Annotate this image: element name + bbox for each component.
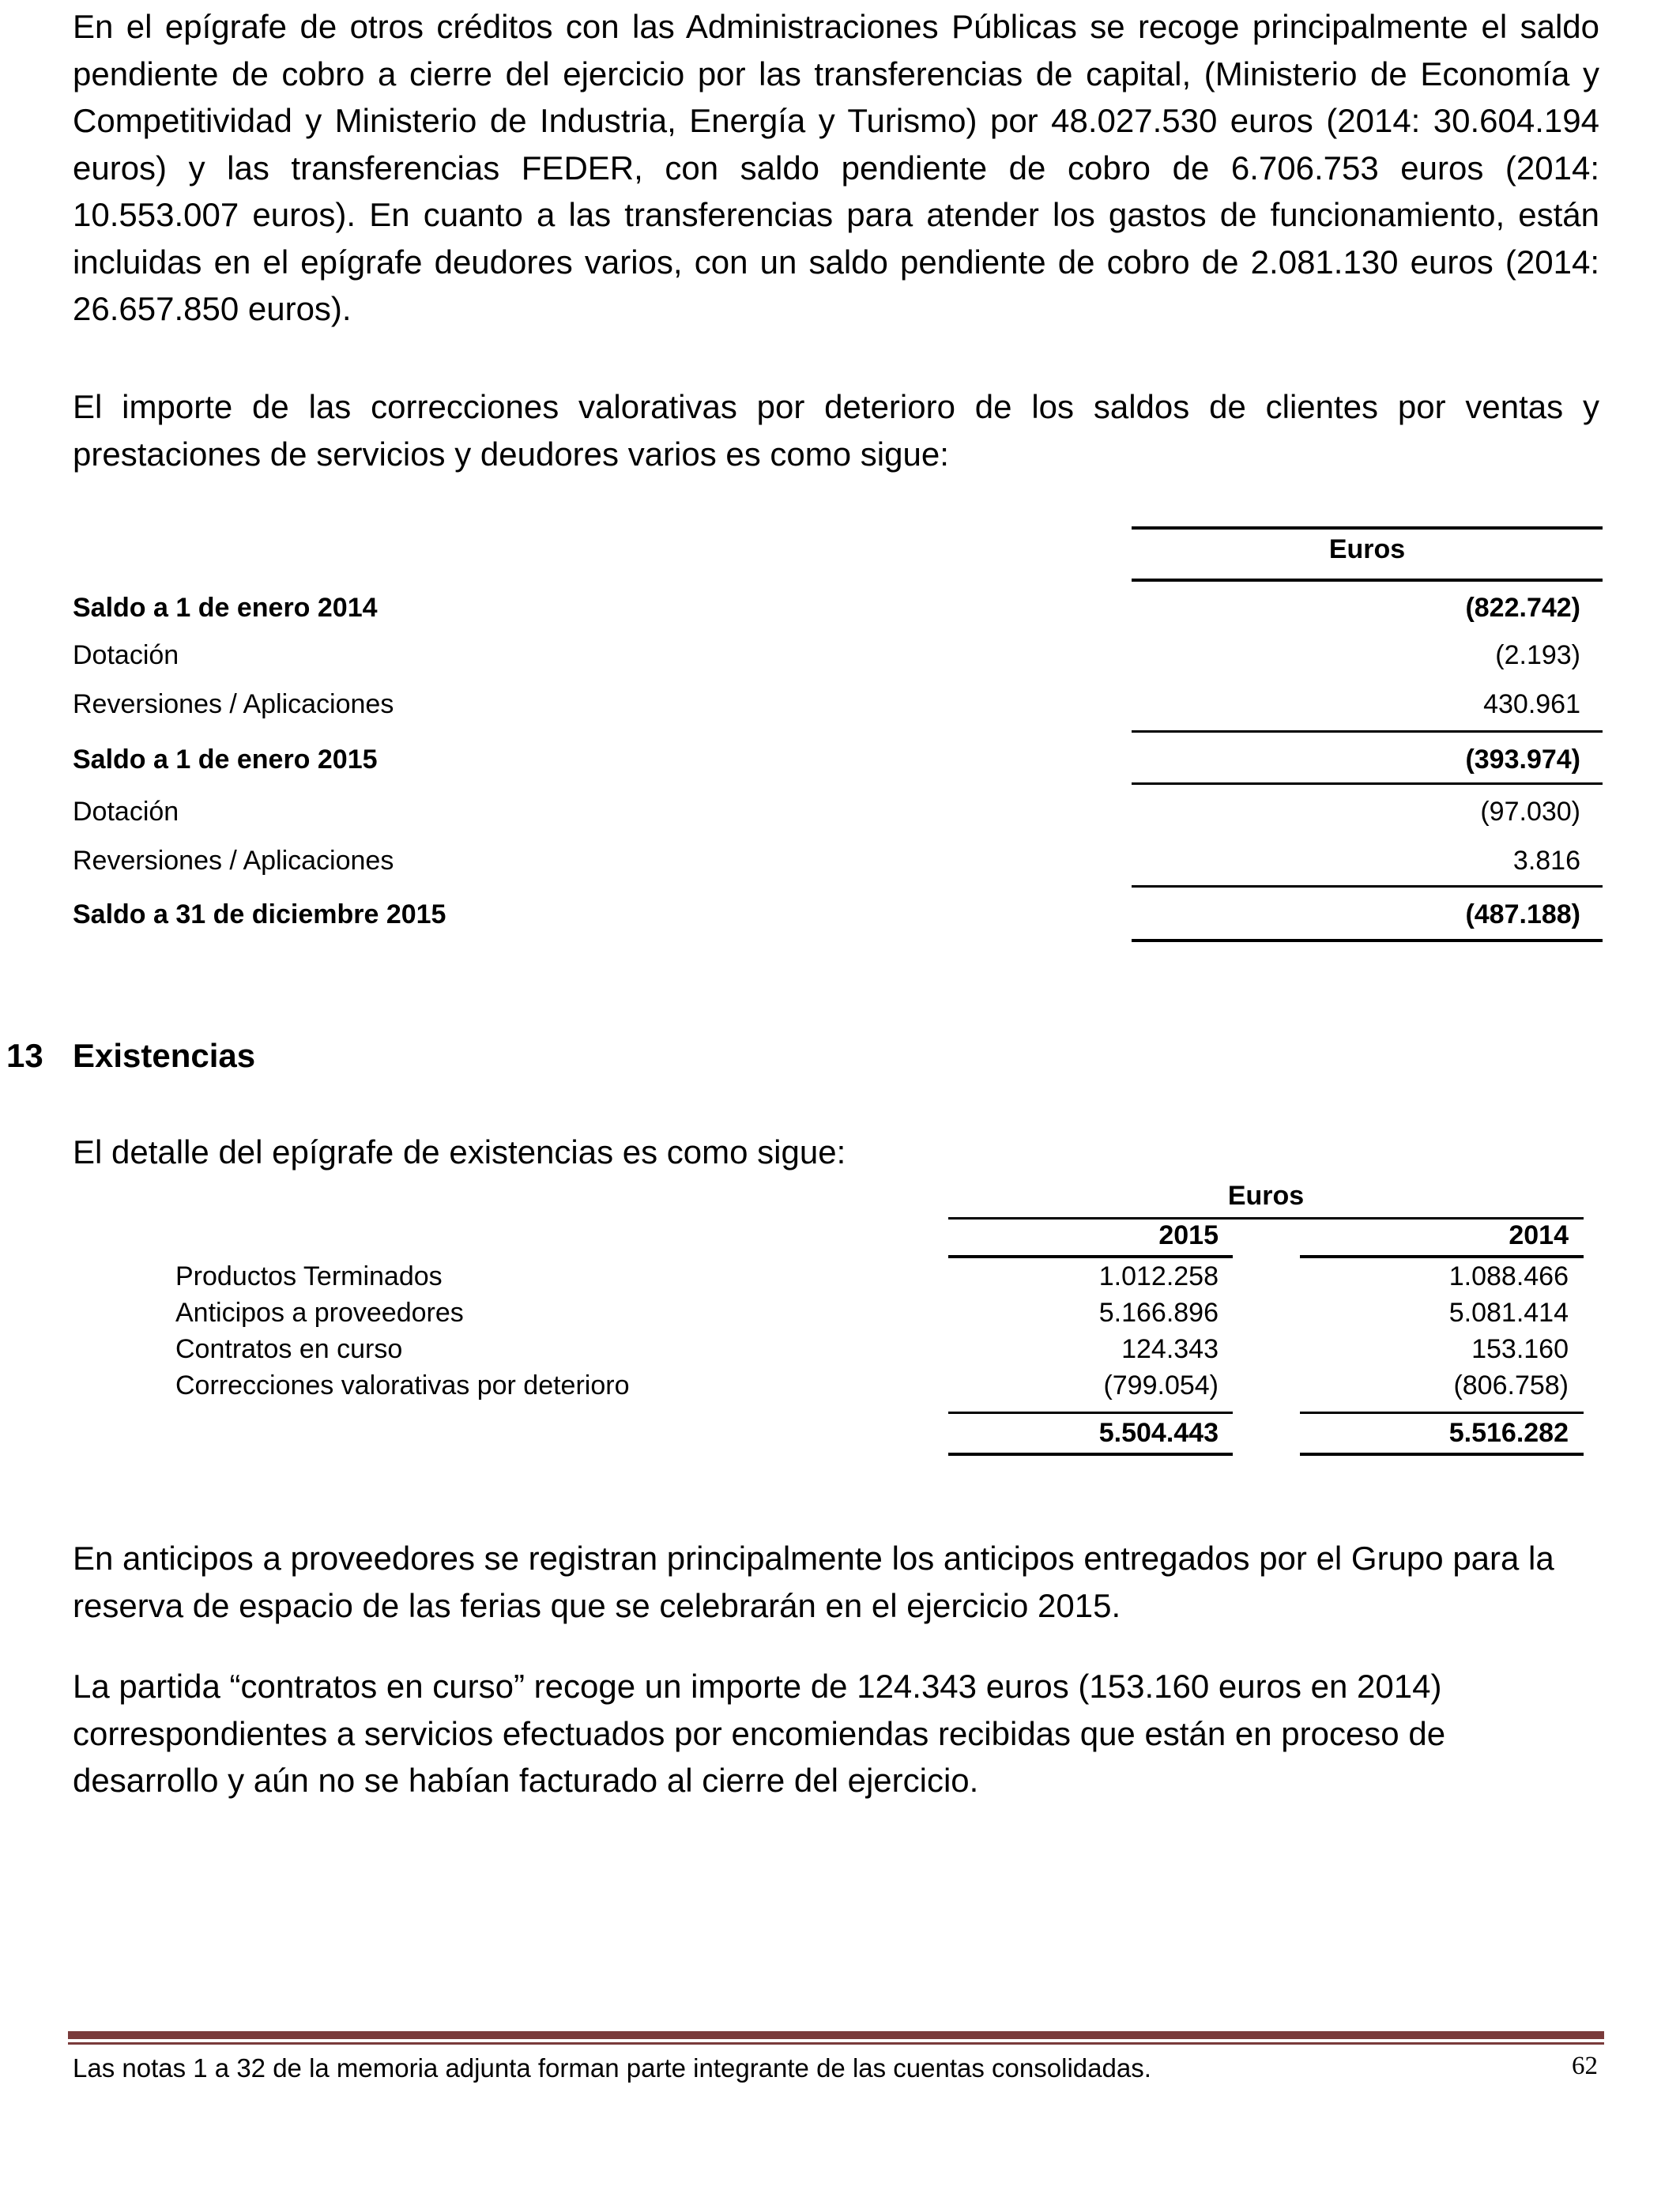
table-rule <box>1132 782 1603 785</box>
table-rule <box>1132 579 1603 582</box>
column-2015: 2015 <box>1158 1220 1219 1250</box>
section-number: 13 <box>6 1037 43 1074</box>
table-rule <box>948 1453 1233 1456</box>
table-row: Saldo a 31 de diciembre 2015 (487.188) <box>73 899 1580 929</box>
table-row: Contratos en curso 124.343 153.160 <box>175 1334 1569 1364</box>
corrections-paragraph: El importe de las correcciones valorativas por deterioro de los saldos de clientes por ventas y prestaciones de servicios y deudores varios es como sigue: <box>73 388 1599 473</box>
section-title: Existencias <box>73 1037 256 1074</box>
inventory-intro: El detalle del epígrafe de existencias es como sigue: <box>73 1133 846 1171</box>
table-row: Dotación (97.030) <box>73 797 1580 827</box>
footer-rule <box>68 2031 1604 2039</box>
table-rule <box>1132 730 1603 733</box>
footer-rule <box>68 2042 1604 2045</box>
footer-note: Las notas 1 a 32 de la memoria adjunta forman parte integrante de las cuentas consolidadas. <box>73 2053 1151 2083</box>
table-rule <box>1300 1412 1584 1414</box>
table-rule <box>948 1412 1233 1414</box>
table-row: Saldo a 1 de enero 2014 (822.742) <box>73 593 1580 623</box>
table-row: Productos Terminados 1.012.258 1.088.466 <box>175 1261 1569 1291</box>
table-row: Reversiones / Aplicaciones 430.961 <box>73 689 1580 719</box>
table-rule <box>1300 1453 1584 1456</box>
advances-paragraph: En anticipos a proveedores se registran principalmente los anticipos entregados por el Grupo para la reserva de espacio de las ferias que se celebrarán en el ejercicio 2015. <box>73 1540 1554 1624</box>
table-row: Reversiones / Aplicaciones 3.816 <box>73 846 1580 876</box>
column-2014: 2014 <box>1509 1220 1569 1250</box>
table-rule <box>1132 939 1603 942</box>
table-rule <box>948 1217 1584 1220</box>
table-row: Correcciones valorativas por deterioro (799.054) (806.758) <box>175 1370 1569 1400</box>
table-rule <box>1132 885 1603 888</box>
table-row: Anticipos a proveedores 5.166.896 5.081.414 <box>175 1298 1569 1328</box>
intro-paragraph: En el epígrafe de otros créditos con las Administraciones Públicas se recoge principalmente el saldo pendiente de cobro a cierre del ejercicio por las transferencias de capital, (Ministerio de Economía y Competitividad y Ministerio de Industria, Energía y Turismo) por 48.027.530 euros (2014: 30.604.194 euros) y las transferencias FEDER, con saldo pendiente de cobro de 6.706.753 euros (2014: 10.553.007 euros). En cuanto a las transferencias para atender los gastos de funcionamiento, están incluidas en el epígrafe deudores varios, con un saldo pendiente de cobro de 2.081.130 euros (2014: 26.657.850 euros). <box>73 8 1599 327</box>
table-rule <box>1132 526 1603 530</box>
contracts-paragraph: La partida “contratos en curso” recoge un importe de 124.343 euros (153.160 euros en 2014) correspondientes a servicios efectuados por encomiendas recibidas que están en proceso de desarrollo y aún no se habían facturado al cierre del ejercicio. <box>73 1668 1446 1799</box>
total-2015: 5.504.443 <box>1098 1418 1219 1448</box>
total-2014: 5.516.282 <box>1448 1418 1569 1448</box>
page-number: 62 <box>1572 2052 1598 2080</box>
table-row: Saldo a 1 de enero 2015 (393.974) <box>73 745 1580 775</box>
table-row: Dotación (2.193) <box>73 640 1580 670</box>
inventory-header: Euros <box>1227 1181 1305 1211</box>
corrections-header: Euros <box>1328 534 1406 564</box>
